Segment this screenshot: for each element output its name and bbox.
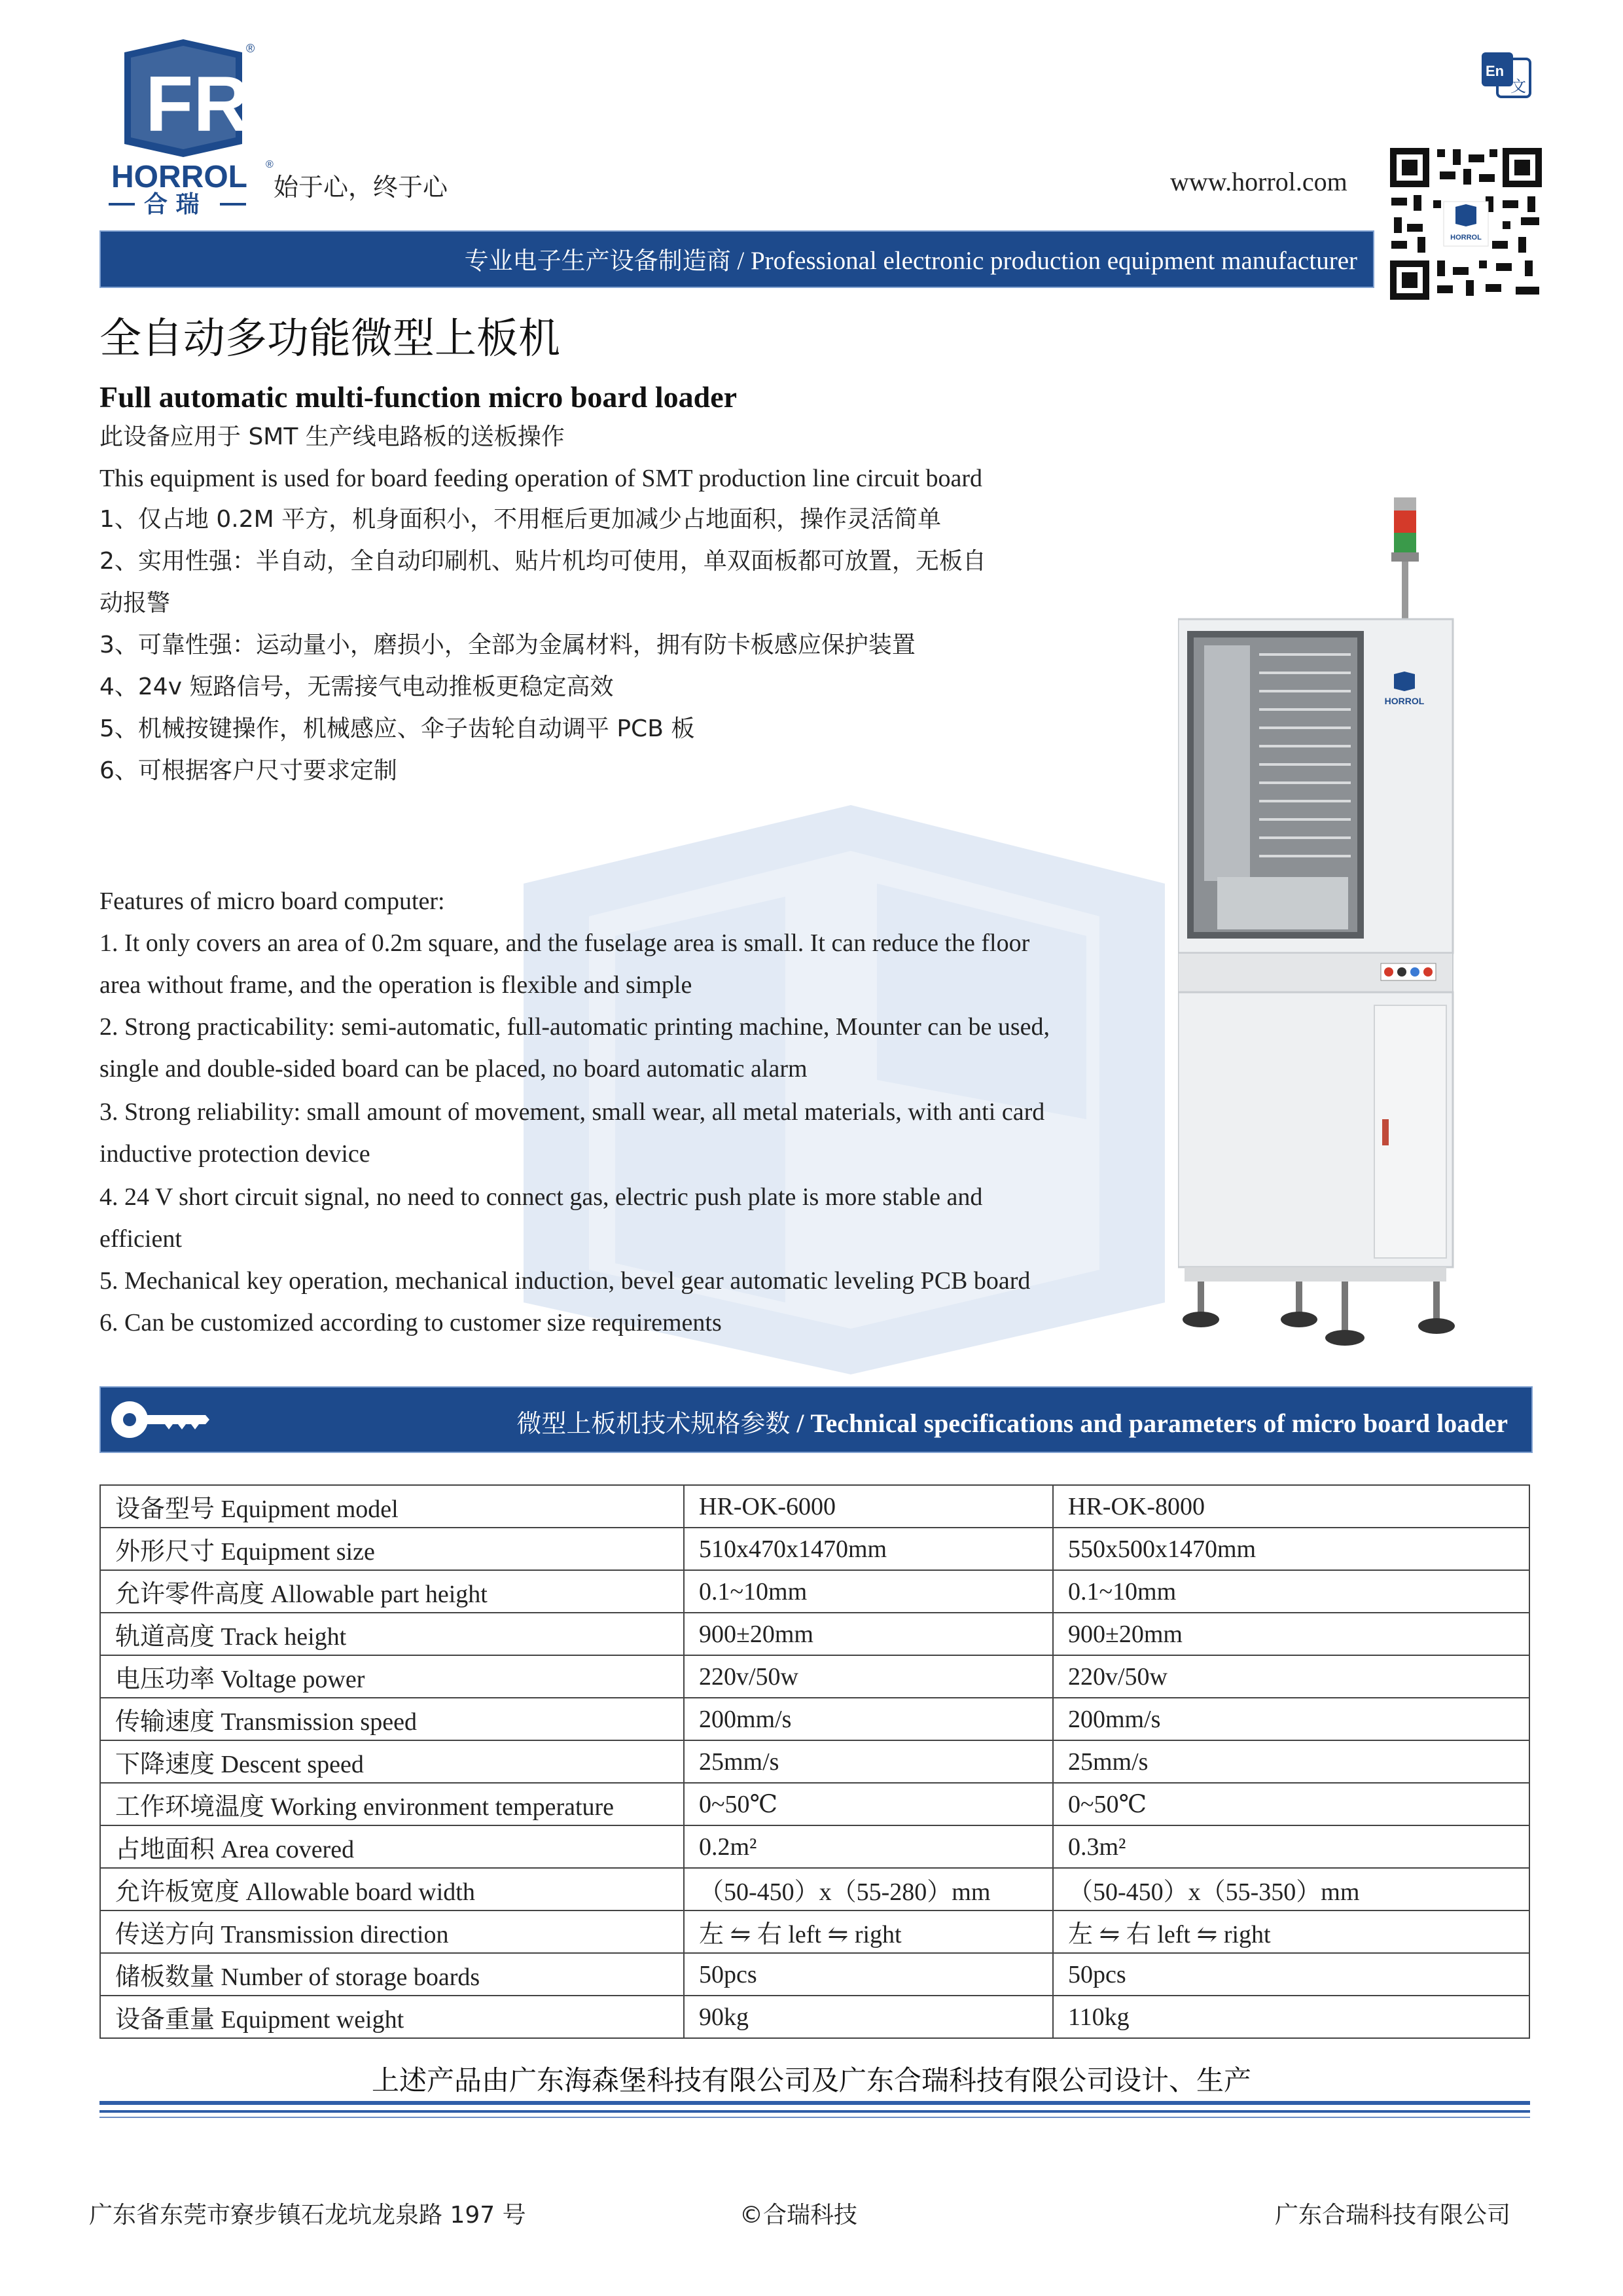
spec-label-cell: 允许板宽度 Allowable board width <box>100 1868 684 1910</box>
table-row <box>100 1698 1529 1740</box>
key-icon <box>107 1397 212 1443</box>
brand-name-cn: 合 瑞 <box>144 191 200 216</box>
spec-value-cell: 510x470x1470mm <box>684 1528 1053 1570</box>
feature-cn-1: 1、仅占地 0.2M 平方，机身面积小，不用框后更加减少占地面积，操作灵活简单 <box>99 506 942 533</box>
spec-value-cell: HR-OK-8000 <box>1053 1485 1529 1528</box>
feature-en-line: single and double-sided board can be placed, no board automatic alarm <box>99 1055 808 1083</box>
specs-header-bar <box>99 1386 1533 1453</box>
feature-cn-3: 3、可靠性强：运动量小，磨损小，全部为金属材料，拥有防卡板感应保护装置 <box>99 632 916 658</box>
spec-value-cell: 左 ⇋ 右 left ⇋ right <box>1053 1910 1529 1953</box>
spec-label-cell: 工作环境温度 Working environment temperature <box>100 1783 684 1825</box>
spec-value-cell: 0~50℃ <box>684 1783 1053 1825</box>
spec-label-cell: 储板数量 Number of storage boards <box>100 1953 684 1996</box>
footer-rule-mid <box>99 2110 1530 2113</box>
product-title-en: Full automatic multi-function micro board loader <box>99 380 738 414</box>
spec-value-cell: HR-OK-6000 <box>684 1485 1053 1528</box>
description-cn: 此设备应用于 SMT 生产线电路板的送板操作 <box>99 423 565 450</box>
spec-value-cell: 0.1~10mm <box>684 1570 1053 1613</box>
feature-en-line: 4. 24 V short circuit signal, no need to connect gas, electric push plate is more stable and <box>99 1183 983 1211</box>
spec-value-cell: （50-450）x（55-350）mm <box>1053 1868 1529 1910</box>
svg-text:®: ® <box>246 42 255 55</box>
feature-cn-6: 6、可根据客户尺寸要求定制 <box>99 757 397 784</box>
feature-cn-5: 5、机械按键操作，机械感应、伞子齿轮自动调平 PCB 板 <box>99 715 695 742</box>
feature-cn-2-cont: 动报警 <box>99 590 171 617</box>
spec-label-cell: 下降速度 Descent speed <box>100 1740 684 1783</box>
language-switch-icon[interactable] <box>1480 51 1533 99</box>
spec-value-cell: 900±20mm <box>1053 1613 1529 1655</box>
svg-text:HORROL: HORROL <box>1384 696 1425 706</box>
brand-tagline: 始于心，终于心 <box>274 173 448 202</box>
header-banner <box>99 230 1374 288</box>
table-row <box>100 1953 1529 1996</box>
spec-value-cell: 0.3m² <box>1053 1825 1529 1868</box>
table-row <box>100 1783 1529 1825</box>
spec-value-cell: 50pcs <box>1053 1953 1529 1996</box>
table-row <box>100 1868 1529 1910</box>
company-name: 广东合瑞科技有限公司 <box>1275 2202 1511 2229</box>
spec-label-cell: 轨道高度 Track height <box>100 1613 684 1655</box>
specs-title-cn: 微型上板机技术规格参数 <box>516 1409 791 1438</box>
spec-value-cell: 200mm/s <box>684 1698 1053 1740</box>
spec-value-cell: 220v/50w <box>1053 1655 1529 1698</box>
spec-label-cell: 设备型号 Equipment model <box>100 1485 684 1528</box>
table-row <box>100 1528 1529 1570</box>
spec-value-cell: 900±20mm <box>684 1613 1053 1655</box>
spec-value-cell: 550x500x1470mm <box>1053 1528 1529 1570</box>
spec-label-cell: 电压功率 Voltage power <box>100 1655 684 1698</box>
svg-text:En: En <box>1486 63 1505 79</box>
spec-value-cell: 25mm/s <box>684 1740 1053 1783</box>
spec-label-cell: 传送方向 Transmission direction <box>100 1910 684 1953</box>
product-title-cn: 全自动多功能微型上板机 <box>99 315 560 363</box>
spec-value-cell: 110kg <box>1053 1996 1529 2038</box>
features-en-heading: Features of micro board computer: <box>99 888 445 915</box>
spec-value-cell: 左 ⇋ 右 left ⇋ right <box>684 1910 1053 1953</box>
company-address: 广东省东莞市寮步镇石龙坑龙泉路 197 号 <box>89 2202 526 2229</box>
feature-cn-2: 2、实用性强：半自动，全自动印刷机、贴片机均可使用，单双面板都可放置，无板自 <box>99 548 986 575</box>
spec-label-cell: 占地面积 Area covered <box>100 1825 684 1868</box>
specs-title-en: / Technical specifications and parameters of micro board loader <box>790 1408 1508 1438</box>
footer-rule-top <box>99 2101 1530 2105</box>
specs-table <box>99 1484 1530 2039</box>
svg-text:FR: FR <box>145 60 250 148</box>
table-row <box>100 1996 1529 2038</box>
feature-en-line: efficient <box>99 1225 182 1253</box>
horrol-logo <box>105 39 275 216</box>
feature-en-line: area without frame, and the operation is flexible and simple <box>99 971 692 999</box>
feature-en-line: 6. Can be customized according to customer size requirements <box>99 1309 722 1336</box>
svg-text:文: 文 <box>1510 77 1526 96</box>
spec-label-cell: 设备重量 Equipment weight <box>100 1996 684 2038</box>
table-row <box>100 1825 1529 1868</box>
spec-value-cell: 90kg <box>684 1996 1053 2038</box>
feature-en-line: 5. Mechanical key operation, mechanical induction, bevel gear automatic leveling PCB board <box>99 1267 1031 1295</box>
feature-en-line: 1. It only covers an area of 0.2m square, and the fuselage area is small. It can reduce the floor <box>99 929 1030 957</box>
table-row <box>100 1485 1529 1528</box>
spec-value-cell: 200mm/s <box>1053 1698 1529 1740</box>
feature-cn-4: 4、24v 短路信号，无需接气电动推板更稳定高效 <box>99 673 614 700</box>
table-row <box>100 1613 1529 1655</box>
copyright: ©合瑞科技 <box>740 2202 858 2229</box>
table-row <box>100 1655 1529 1698</box>
feature-en-line: inductive protection device <box>99 1140 370 1168</box>
qr-code <box>1387 145 1544 302</box>
spec-value-cell: 0~50℃ <box>1053 1783 1529 1825</box>
spec-value-cell: 50pcs <box>684 1953 1053 1996</box>
table-row <box>100 1740 1529 1783</box>
spec-value-cell: 0.1~10mm <box>1053 1570 1529 1613</box>
spec-value-cell: 0.2m² <box>684 1825 1053 1868</box>
svg-text:HORROL: HORROL <box>1450 234 1482 242</box>
spec-value-cell: 25mm/s <box>1053 1740 1529 1783</box>
description-en: This equipment is used for board feeding operation of SMT production line circuit board <box>99 465 983 492</box>
banner-text-en: / Professional electronic production equipment manufacturer <box>730 247 1357 275</box>
spec-label-cell: 外形尺寸 Equipment size <box>100 1528 684 1570</box>
spec-value-cell: 220v/50w <box>684 1655 1053 1698</box>
svg-text:®: ® <box>266 159 274 170</box>
spec-value-cell: （50-450）x（55-280）mm <box>684 1868 1053 1910</box>
feature-en-line: 2. Strong practicability: semi-automatic, full-automatic printing machine, Mounter can be used, <box>99 1013 1050 1041</box>
footer-rule-bottom <box>99 2117 1530 2118</box>
feature-en-line: 3. Strong reliability: small amount of movement, small wear, all metal materials, with anti card <box>99 1098 1045 1126</box>
manufacturer-note: 上述产品由广东海森堡科技有限公司及广东合瑞科技有限公司设计、生产 <box>371 2064 1251 2096</box>
spec-label-cell: 传输速度 Transmission speed <box>100 1698 684 1740</box>
banner-text-cn: 专业电子生产设备制造商 <box>464 247 731 275</box>
board-loader-machine-image <box>1178 497 1492 1348</box>
table-row <box>100 1570 1529 1613</box>
table-row <box>100 1910 1529 1953</box>
spec-label-cell: 允许零件高度 Allowable part height <box>100 1570 684 1613</box>
brand-name: HORROL <box>111 160 247 194</box>
website-url[interactable]: www.horrol.com <box>1170 167 1347 196</box>
